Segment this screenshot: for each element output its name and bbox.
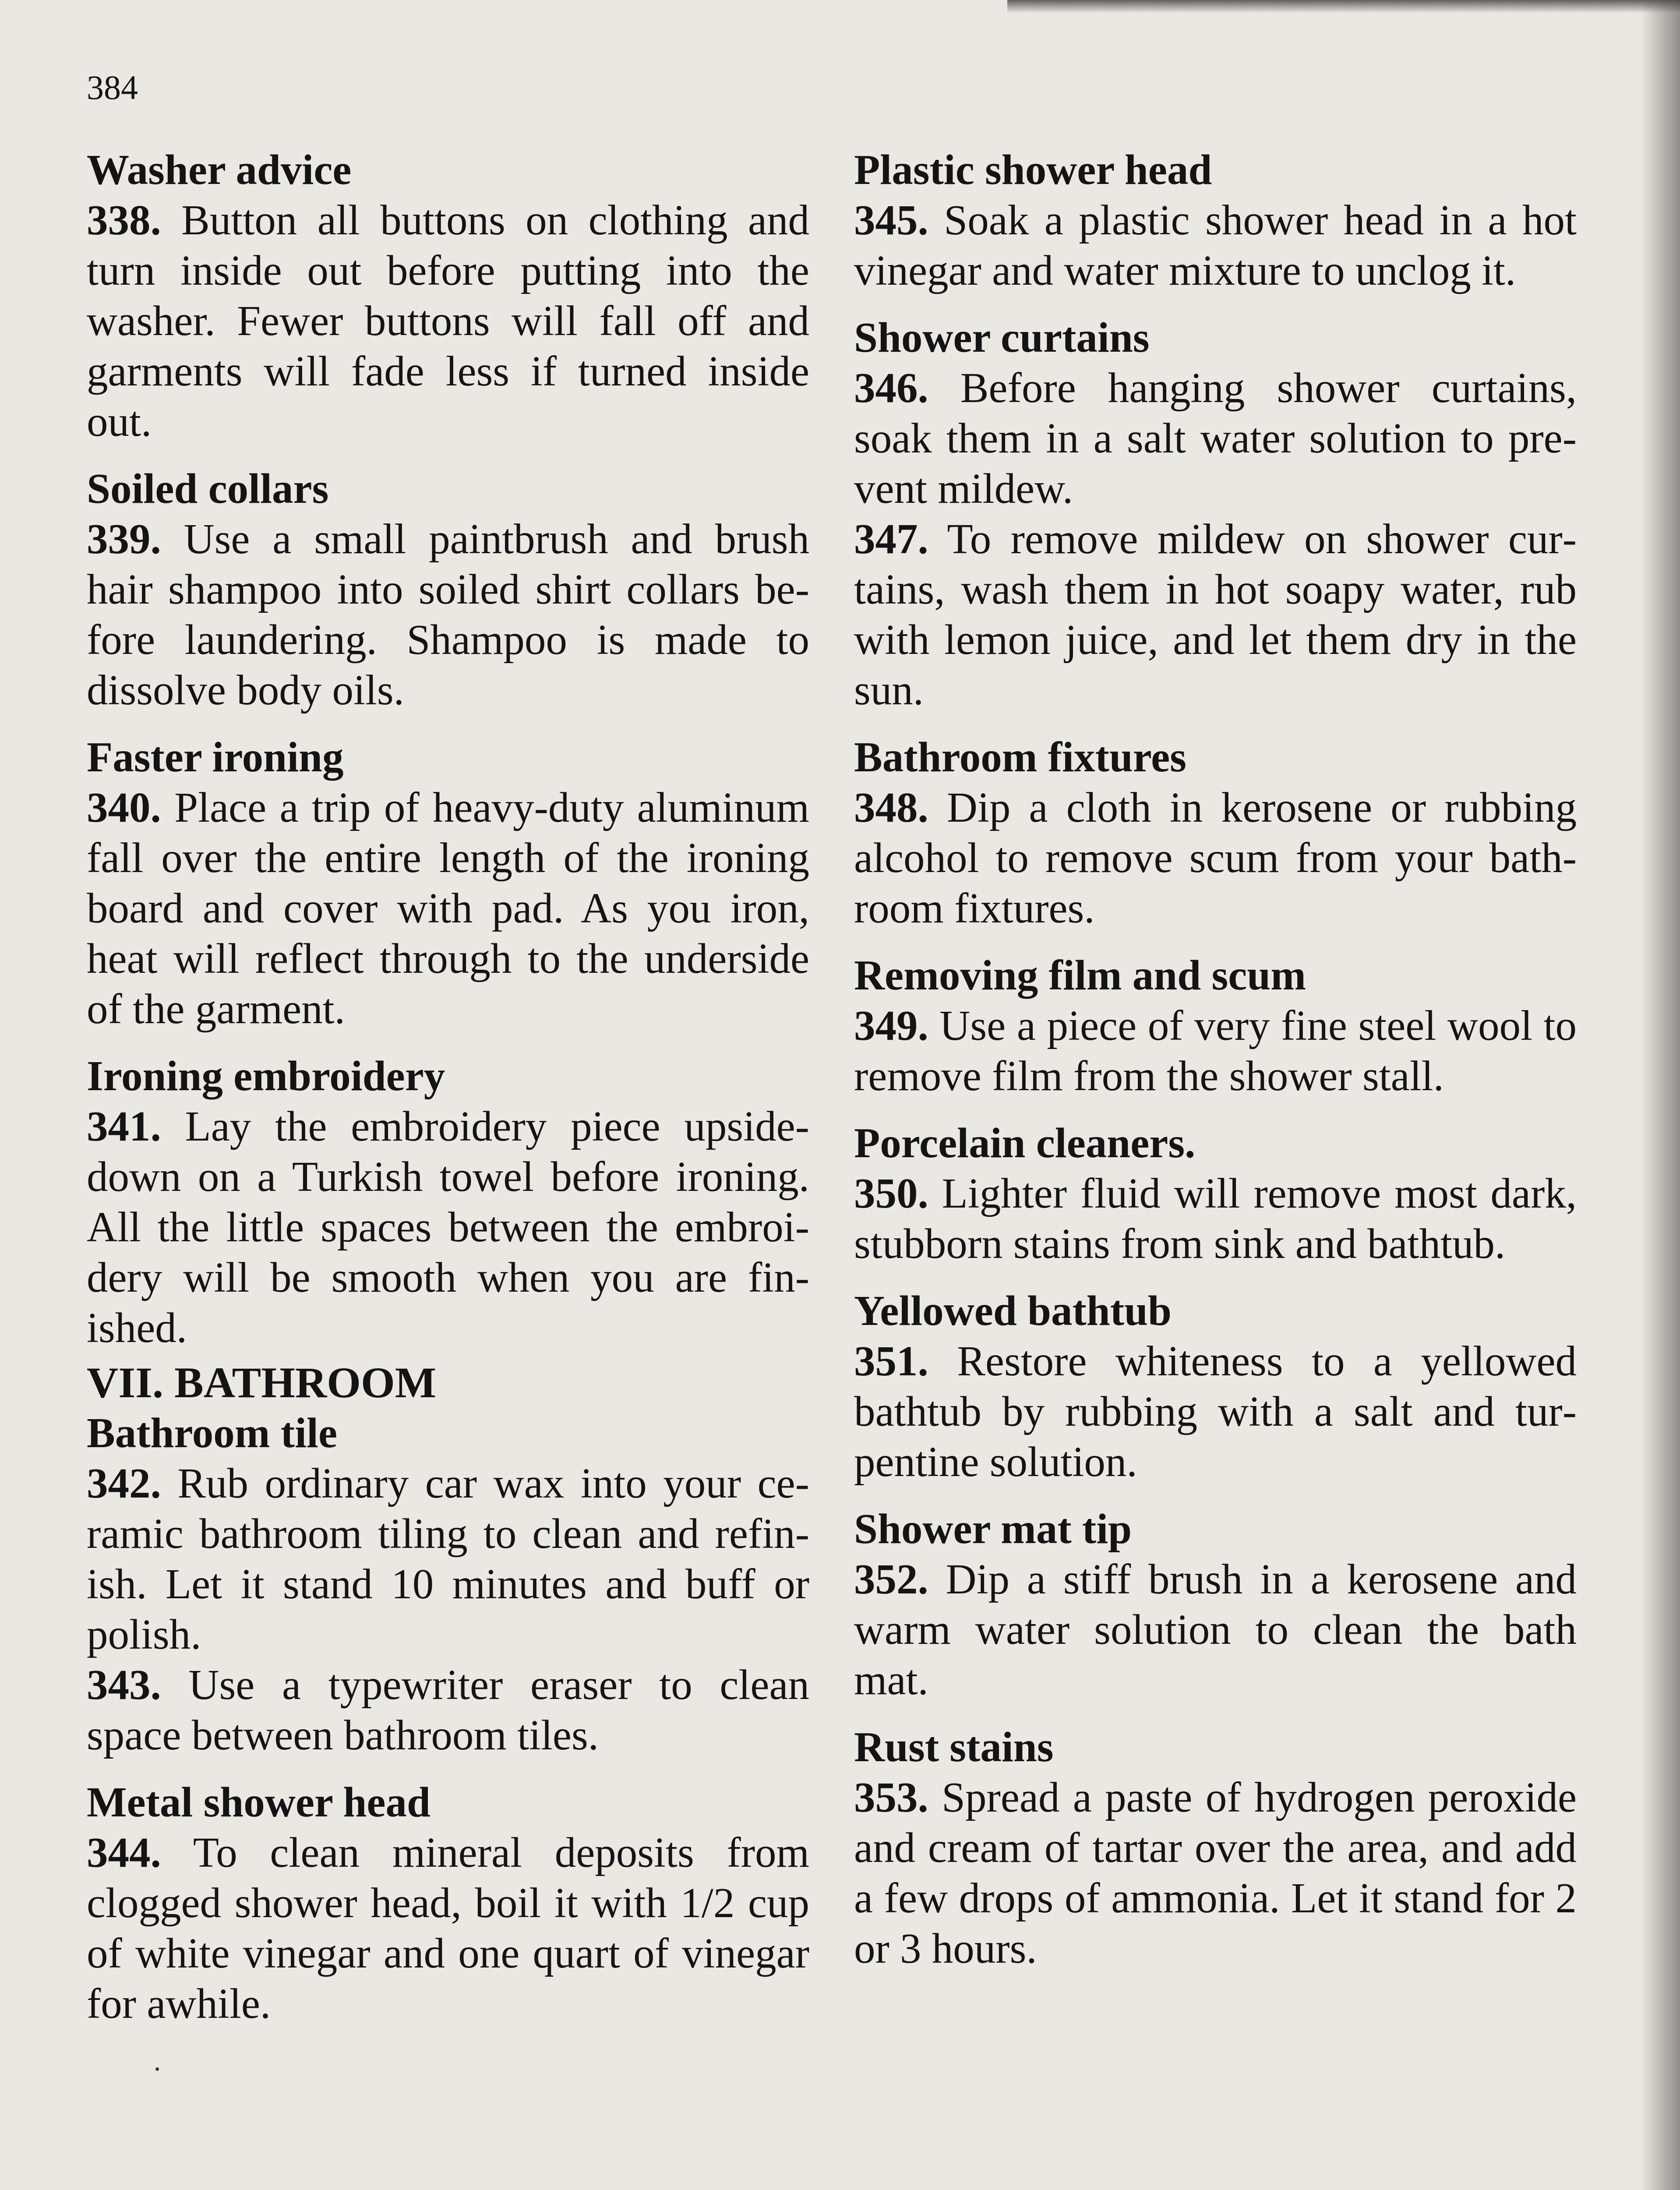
heading-shower-mat-tip: Shower mat tip [854,1505,1132,1552]
entry-number: 349. [854,1002,928,1049]
heading-metal-shower-head: Metal shower head [87,1779,431,1826]
entry-text: Use a small paintbrush and brush hair shampoo into soiled shirt collars before laundering. Shampoo is made to dissolve body oils. [87,516,809,714]
heading-bathroom-tile: Bathroom tile [87,1409,338,1456]
scan-shadow-right [1641,0,1680,2190]
entry-341 [87,1101,809,1353]
entry-text: Dip a stiff brush in a kerosene and warm water solution to clean the bath mat. [854,1556,1577,1703]
entry-348 [854,782,1577,933]
heading-ironing-embroidery: Ironing embroidery [87,1053,445,1099]
entry-text: To clean mineral deposits from clogged shower head, boil it with 1/2 cup of white vinegar and one quart of vinegar for awhile. [87,1829,809,2027]
entry-number: 352. [854,1556,928,1603]
entry-number: 344. [87,1829,161,1876]
entry-text: Use a typewriter eraser to clean space between bathroom tiles. [87,1661,809,1759]
heading-faster-ironing: Faster ironing [87,734,344,781]
entry-339 [87,514,809,715]
entry-number: 343. [87,1661,161,1708]
heading-bathroom-fixtures: Bathroom fixtures [854,734,1186,781]
heading-porcelain-cleaners: Porcelain cleaners. [854,1120,1196,1166]
entry-345 [854,195,1577,296]
scan-shadow-top [1007,0,1680,13]
heading-shower-curtains: Shower curtains [854,314,1150,361]
entry-text: Soak a plastic shower head in a hot vinegar and water mixture to unclog it. [854,197,1577,294]
heading-washer-advice: Washer advice [87,146,352,193]
right-column [854,145,1577,1990]
entry-number: 338. [87,197,161,244]
entry-text: Dip a cloth in kerosene or rubbing alcohol to remove scum from your bathroom fixtures. [854,784,1577,932]
left-column [87,145,809,2045]
entry-350 [854,1168,1577,1269]
entry-text: Restore whiteness to a yellowed bathtub by rubbing with a salt and turpentine solution. [854,1338,1577,1485]
page-number: 384 [87,68,138,106]
heading-soiled-collars: Soiled collars [87,465,329,512]
entry-346 [854,363,1577,514]
entry-349 [854,1000,1577,1101]
entry-number: 345. [854,197,928,244]
entry-number: 341. [87,1103,161,1150]
entry-number: 340. [87,784,161,831]
section-title-bathroom: VII. BATHROOM [87,1358,437,1407]
entry-number: 342. [87,1460,161,1507]
entry-text: Before hanging shower curtains, soak them in a salt water solution to prevent mildew. [854,364,1577,512]
entry-342 [87,1458,809,1660]
entry-text: Lay the embroidery piece upside-down on a Turkish towel before ironing. All the little spaces between the embroidery will be smooth when you are finished. [87,1103,809,1351]
entry-number: 339. [87,516,161,562]
scan-speck [155,2067,159,2071]
entry-text: To remove mildew on shower curtains, wash them in hot soapy water, rub with lemon juice, and let them dry in the sun. [854,516,1577,714]
entry-347 [854,514,1577,715]
heading-plastic-shower-head: Plastic shower head [854,146,1212,193]
entry-353 [854,1772,1577,1974]
entry-344 [87,1827,809,2029]
entry-text: Use a piece of very fine steel wool to remove film from the shower stall. [854,1002,1577,1099]
entry-number: 347. [854,516,928,562]
entry-text: Rub ordinary car wax into your ceramic bathroom tiling to clean and refinish. Let it stand 10 minutes and buff or polish. [87,1460,809,1658]
entry-text: Spread a paste of hydrogen peroxide and cream of tartar over the area, and add a few drops of ammonia. Let it stand for 2 or 3 hours. [854,1774,1577,1972]
heading-yellowed-bathtub: Yellowed bathtub [854,1287,1172,1334]
entry-338 [87,195,809,447]
entry-number: 350. [854,1170,928,1217]
entry-text: Lighter fluid will remove most dark, stubborn stains from sink and bathtub. [854,1170,1577,1267]
heading-removing-film-and-scum: Removing film and scum [854,952,1306,999]
entry-343 [87,1660,809,1760]
entry-text: Button all buttons on clothing and turn inside out before putting into the washer. Fewer buttons will fall off and garments will fade less if turned inside out. [87,197,809,445]
entry-text: Place a trip of heavy-duty aluminum fall over the entire length of the ironing board and cover with pad. As you iron, heat will reflect through to the underside of the garment. [87,784,809,1032]
entry-352 [854,1554,1577,1705]
entry-340 [87,782,809,1034]
entry-number: 353. [854,1774,928,1821]
heading-rust-stains: Rust stains [854,1724,1054,1770]
entry-number: 351. [854,1338,928,1385]
entry-351 [854,1336,1577,1487]
entry-number: 348. [854,784,928,831]
entry-number: 346. [854,364,928,411]
